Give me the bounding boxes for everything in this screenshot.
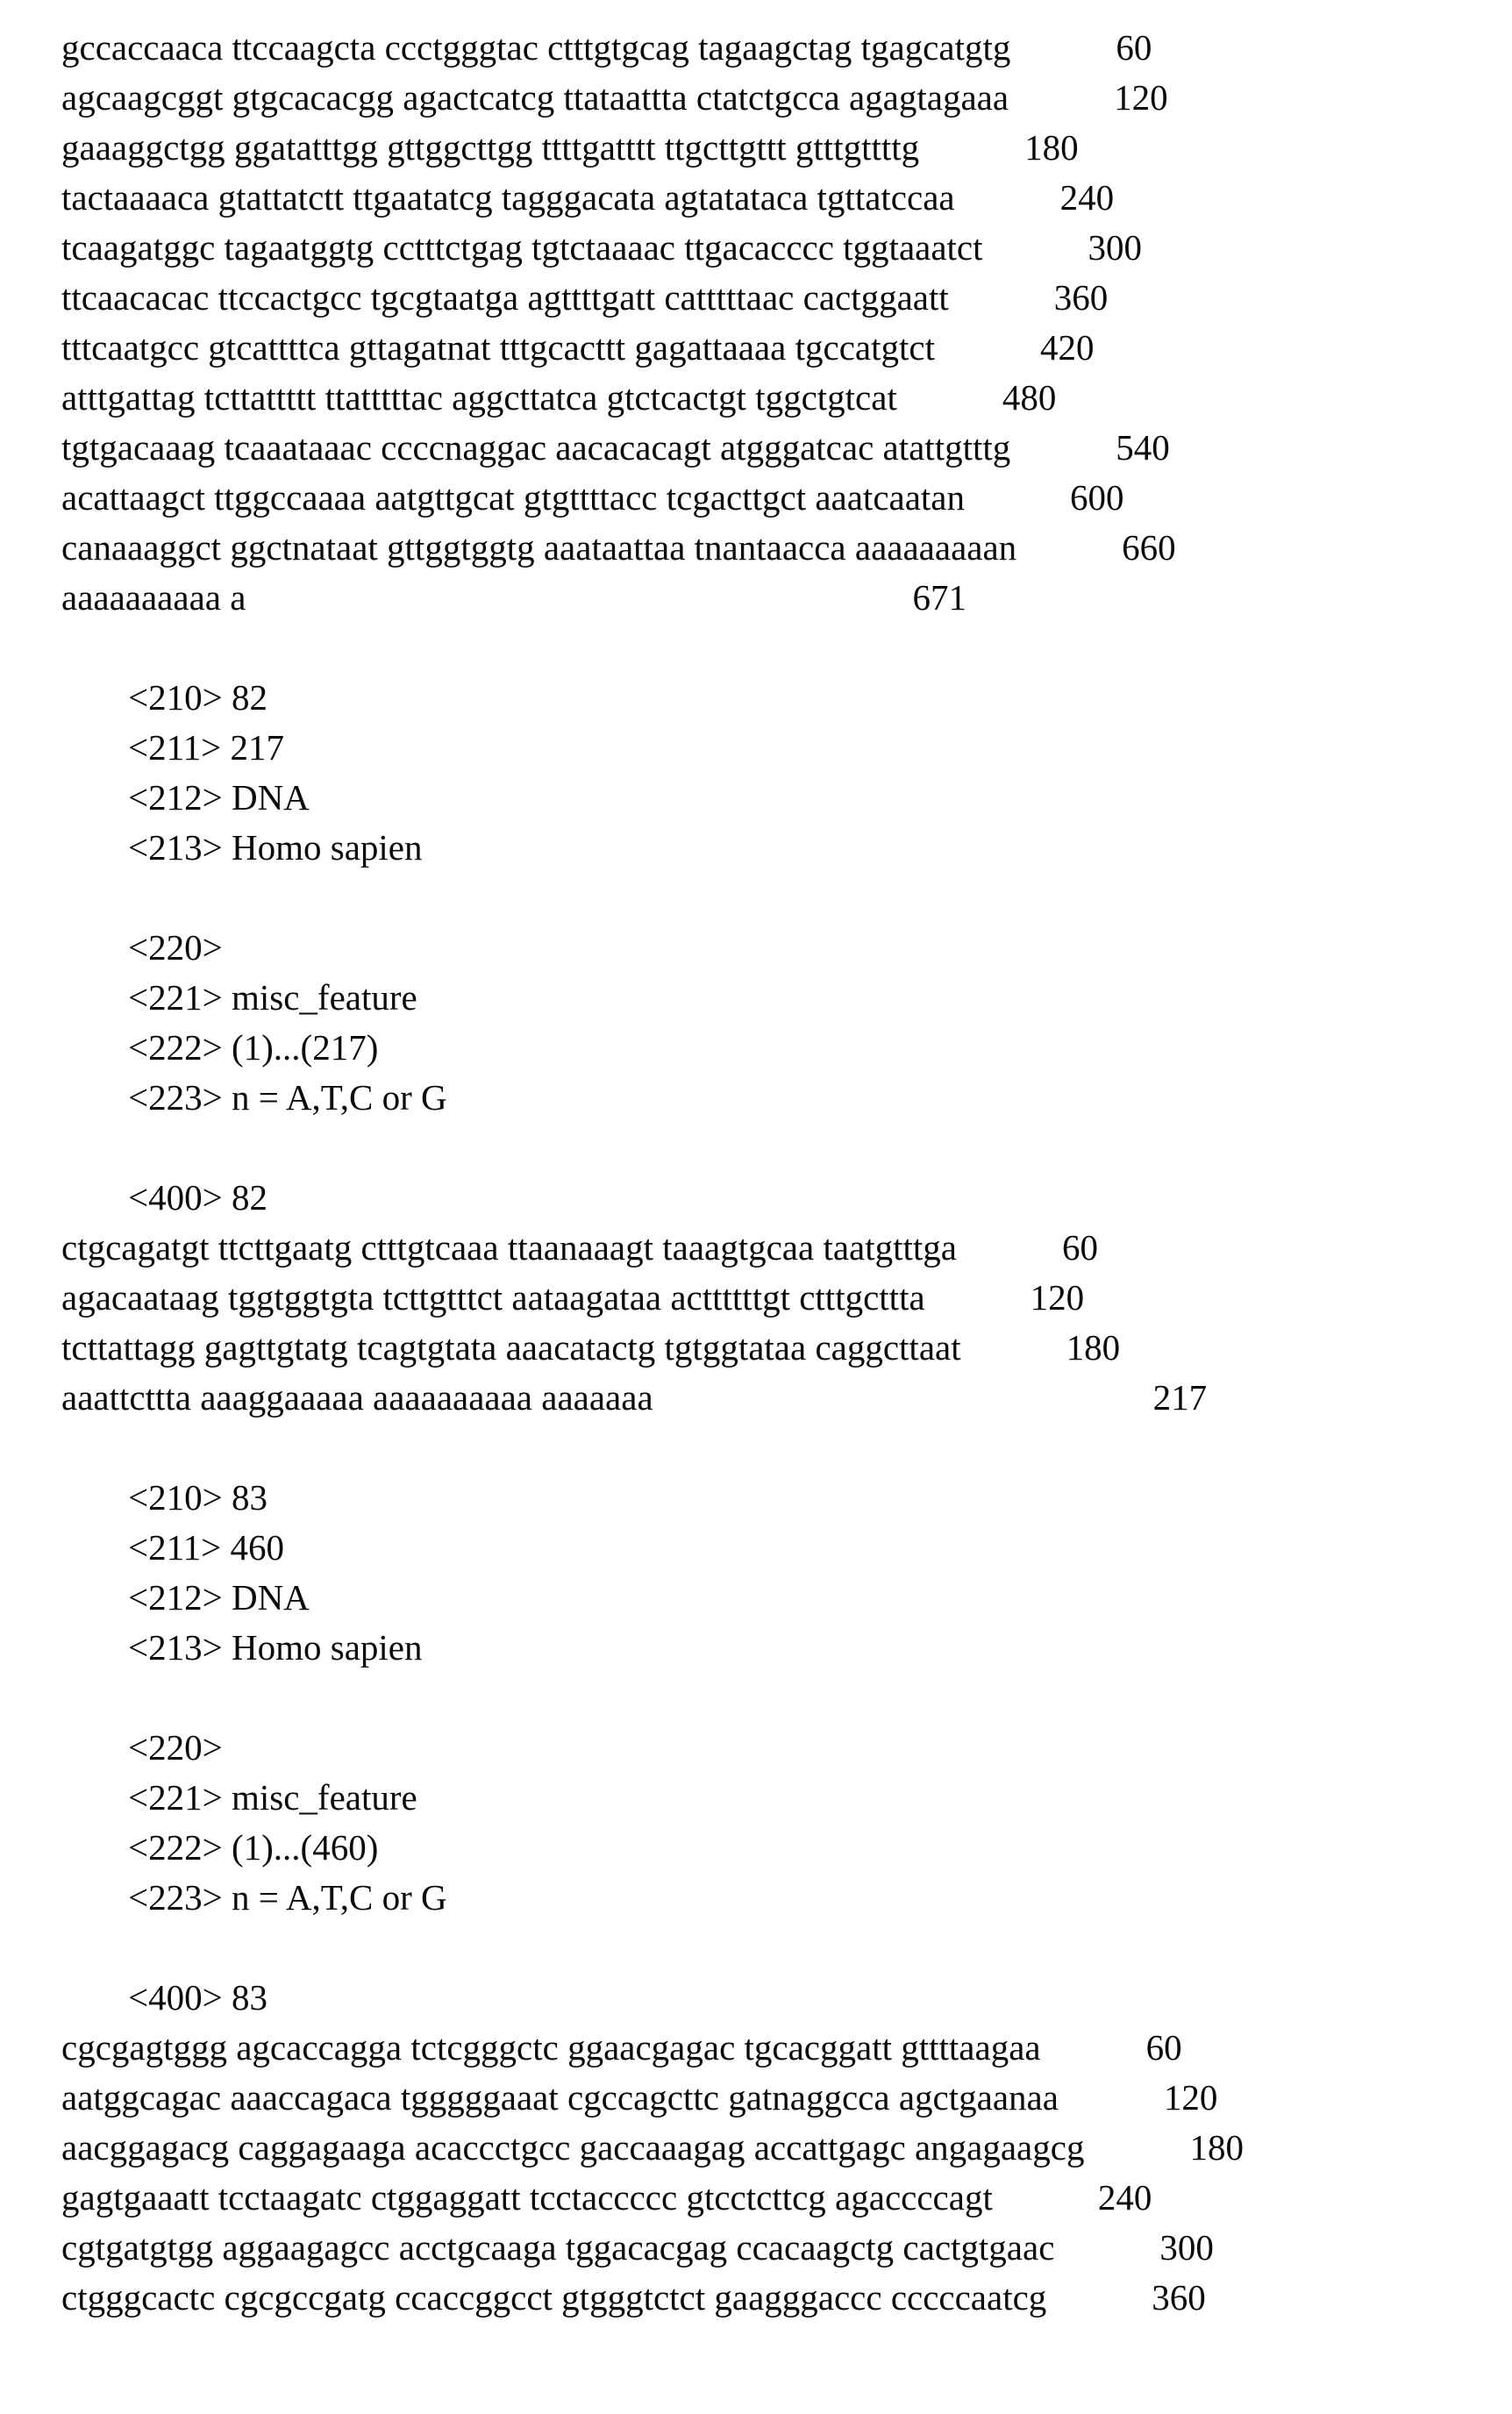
gap — [1054, 2259, 1159, 2260]
sequence-text: tttcaatgcc gtcattttca gttagatnat tttgcacttt gagattaaaa tgccatgtct — [61, 327, 935, 368]
tag-line — [61, 1523, 1512, 1573]
spacer — [61, 1923, 1512, 1973]
sequence-line — [61, 1373, 1512, 1423]
sequence-text: atttgattag tcttattttt ttatttttac aggcttatca gtctcactgt tggctgtcat — [61, 377, 897, 418]
sequence-count: 60 — [1145, 2027, 1182, 2068]
sequence-count: 600 — [1070, 477, 1124, 518]
gap — [1041, 2059, 1146, 2060]
sequence-line — [61, 2273, 1512, 2323]
sequence-line — [61, 2223, 1512, 2273]
sequence-count: 120 — [1163, 2077, 1218, 2118]
sequence-line — [61, 173, 1512, 223]
tag-line — [61, 1173, 1512, 1223]
sequence-line — [61, 2173, 1512, 2223]
tag-text: <222> (1)...(460) — [128, 1827, 379, 1868]
tag-text: <221> misc_feature — [128, 977, 417, 1018]
sequence-text: acattaagct ttggccaaaa aatgttgcat gtgttttacc tcgacttgct aaatcaatan — [61, 477, 966, 518]
tag-text: <400> 83 — [128, 1977, 267, 2018]
tag-text: <221> misc_feature — [128, 1777, 417, 1818]
tag-text: <223> n = A,T,C or G — [128, 1077, 447, 1118]
gap — [925, 1309, 1031, 1310]
tag-line — [61, 723, 1512, 773]
gap — [1010, 459, 1116, 460]
sequence-text: tcttattagg gagttgtatg tcagtgtata aaacatactg tgtggtataa caggcttaat — [61, 1327, 961, 1368]
sequence-text: ctgcagatgt ttcttgaatg ctttgtcaaa ttaanaaagt taaagtgcaa taatgtttga — [61, 1227, 957, 1268]
gap — [949, 309, 1054, 310]
spacer — [61, 623, 1512, 673]
sequence-line — [61, 373, 1512, 423]
tag-text: <213> Homo sapien — [128, 1627, 423, 1668]
spacer — [61, 1123, 1512, 1173]
gap — [897, 409, 1002, 410]
tag-line — [61, 1073, 1512, 1123]
gap — [965, 509, 1070, 510]
sequence-count: 300 — [1088, 227, 1143, 268]
sequence-line — [61, 1223, 1512, 1273]
gap — [653, 1409, 1153, 1410]
tag-line — [61, 1723, 1512, 1773]
sequence-text: aacggagacg caggagaaga acaccctgcc gaccaaagag accattgagc angagaagcg — [61, 2127, 1085, 2168]
tag-text: <211> 217 — [128, 727, 284, 768]
spacer — [61, 873, 1512, 923]
spacer — [61, 1423, 1512, 1473]
sequence-text: tgtgacaaag tcaaataaac ccccnaggac aacacacagt atgggatcac atattgtttg — [61, 427, 1011, 468]
sequence-count: 180 — [1066, 1327, 1121, 1368]
sequence-count: 240 — [1059, 177, 1115, 218]
sequence-line — [61, 2123, 1512, 2173]
sequence-text: ctgggcactc cgcgccgatg ccaccggcct gtgggtctct gaagggaccc cccccaatcg — [61, 2277, 1047, 2318]
tag-line — [61, 1873, 1512, 1923]
sequence-count: 240 — [1097, 2177, 1152, 2218]
gap — [993, 2209, 1098, 2210]
sequence-text: agacaataag tggtggtgta tcttgtttct aataagataa acttttttgt ctttgcttta — [61, 1277, 925, 1318]
sequence-line — [61, 573, 1512, 623]
sequence-text: aatggcagac aaaccagaca tgggggaaat cgccagcttc gatnaggcca agctgaanaa — [61, 2077, 1059, 2118]
sequence-text: agcaagcggt gtgcacacgg agactcatcg ttataattta ctatctgcca agagtagaaa — [61, 77, 1009, 118]
sequence-text: cgcgagtggg agcaccagga tctcgggctc ggaacgagac tgcacggatt gttttaagaa — [61, 2027, 1041, 2068]
gap — [955, 209, 1060, 210]
gap — [919, 159, 1024, 160]
gap — [957, 1259, 1062, 1260]
sequence-line — [61, 423, 1512, 473]
sequence-text: gccaccaaca ttccaagcta ccctgggtac ctttgtgcag tagaagctag tgagcatgtg — [61, 27, 1011, 68]
sequence-text: aaaaaaaaaa a — [61, 577, 246, 618]
sequence-line — [61, 473, 1512, 523]
gap — [961, 1359, 1066, 1360]
gap — [1009, 109, 1114, 110]
sequence-count: 60 — [1062, 1227, 1098, 1268]
gap — [1010, 59, 1116, 60]
tag-text: <220> — [128, 927, 223, 968]
tag-line — [61, 1773, 1512, 1823]
gap — [935, 359, 1040, 360]
sequence-count: 60 — [1116, 27, 1152, 68]
tag-line — [61, 823, 1512, 873]
sequence-line — [61, 2073, 1512, 2123]
sequence-line — [61, 273, 1512, 323]
tag-text: <222> (1)...(217) — [128, 1027, 379, 1068]
tag-line — [61, 1623, 1512, 1673]
tag-line — [61, 673, 1512, 723]
sequence-text: tactaaaaca gtattatctt ttgaatatcg tagggacata agtatataca tgttatccaa — [61, 177, 955, 218]
tag-text: <212> DNA — [128, 1577, 310, 1618]
spacer — [61, 1673, 1512, 1723]
sequence-text: aaattcttta aaaggaaaaa aaaaaaaaaa aaaaaaa — [61, 1377, 653, 1418]
sequence-line — [61, 523, 1512, 573]
tag-text: <223> n = A,T,C or G — [128, 1877, 447, 1918]
sequence-count: 300 — [1159, 2227, 1214, 2268]
gap — [1084, 2159, 1189, 2160]
sequence-text: ttcaacacac ttccactgcc tgcgtaatga agttttgatt catttttaac cactggaatt — [61, 277, 949, 318]
tag-line — [61, 1973, 1512, 2023]
sequence-count: 671 — [912, 577, 966, 618]
tag-text: <210> 82 — [128, 677, 267, 718]
tag-line — [61, 1573, 1512, 1623]
sequence-count: 180 — [1189, 2127, 1244, 2168]
sequence-line — [61, 73, 1512, 123]
gap — [1046, 2309, 1152, 2310]
tag-line — [61, 973, 1512, 1023]
sequence-count: 120 — [1114, 77, 1168, 118]
sequence-count: 420 — [1039, 327, 1095, 368]
tag-line — [61, 1823, 1512, 1873]
sequence-count: 660 — [1122, 527, 1176, 568]
tag-line — [61, 1473, 1512, 1523]
tag-text: <400> 82 — [128, 1177, 267, 1218]
tag-text: <212> DNA — [128, 777, 310, 818]
sequence-count: 360 — [1053, 277, 1109, 318]
sequence-count: 180 — [1024, 127, 1079, 168]
tag-text: <213> Homo sapien — [128, 827, 423, 868]
sequence-line — [61, 323, 1512, 373]
sequence-text: gagtgaaatt tcctaagatc ctggaggatt tcctaccccc gtcctcttcg agaccccagt — [61, 2177, 993, 2218]
sequence-text: gaaaggctgg ggatatttgg gttggcttgg ttttgatttt ttgcttgttt gtttgttttg — [61, 127, 920, 168]
gap — [246, 609, 912, 610]
sequence-line — [61, 23, 1512, 73]
sequence-count: 120 — [1030, 1277, 1085, 1318]
sequence-text: tcaagatggc tagaatggtg cctttctgag tgtctaaaac ttgacacccc tggtaaatct — [61, 227, 983, 268]
sequence-line — [61, 1273, 1512, 1323]
sequence-text: canaaaggct ggctnataat gttggtggtg aaataattaa tnantaacca aaaaaaaaan — [61, 527, 1017, 568]
sequence-line — [61, 223, 1512, 273]
sequence-count: 360 — [1152, 2277, 1206, 2318]
gap — [983, 259, 1088, 260]
sequence-line — [61, 123, 1512, 173]
tag-line — [61, 1023, 1512, 1073]
tag-text: <210> 83 — [128, 1477, 267, 1518]
tag-text: <220> — [128, 1727, 223, 1768]
sequence-line — [61, 1323, 1512, 1373]
tag-line — [61, 773, 1512, 823]
sequence-text: cgtgatgtgg aggaagagcc acctgcaaga tggacacgag ccacaagctg cactgtgaac — [61, 2227, 1055, 2268]
gap — [1016, 559, 1122, 560]
sequence-count: 480 — [1002, 377, 1057, 418]
sequence-count: 540 — [1116, 427, 1170, 468]
sequence-line — [61, 2023, 1512, 2073]
tag-text: <211> 460 — [128, 1527, 284, 1568]
tag-line — [61, 923, 1512, 973]
sequence-count: 217 — [1152, 1377, 1208, 1418]
gap — [1059, 2109, 1164, 2110]
